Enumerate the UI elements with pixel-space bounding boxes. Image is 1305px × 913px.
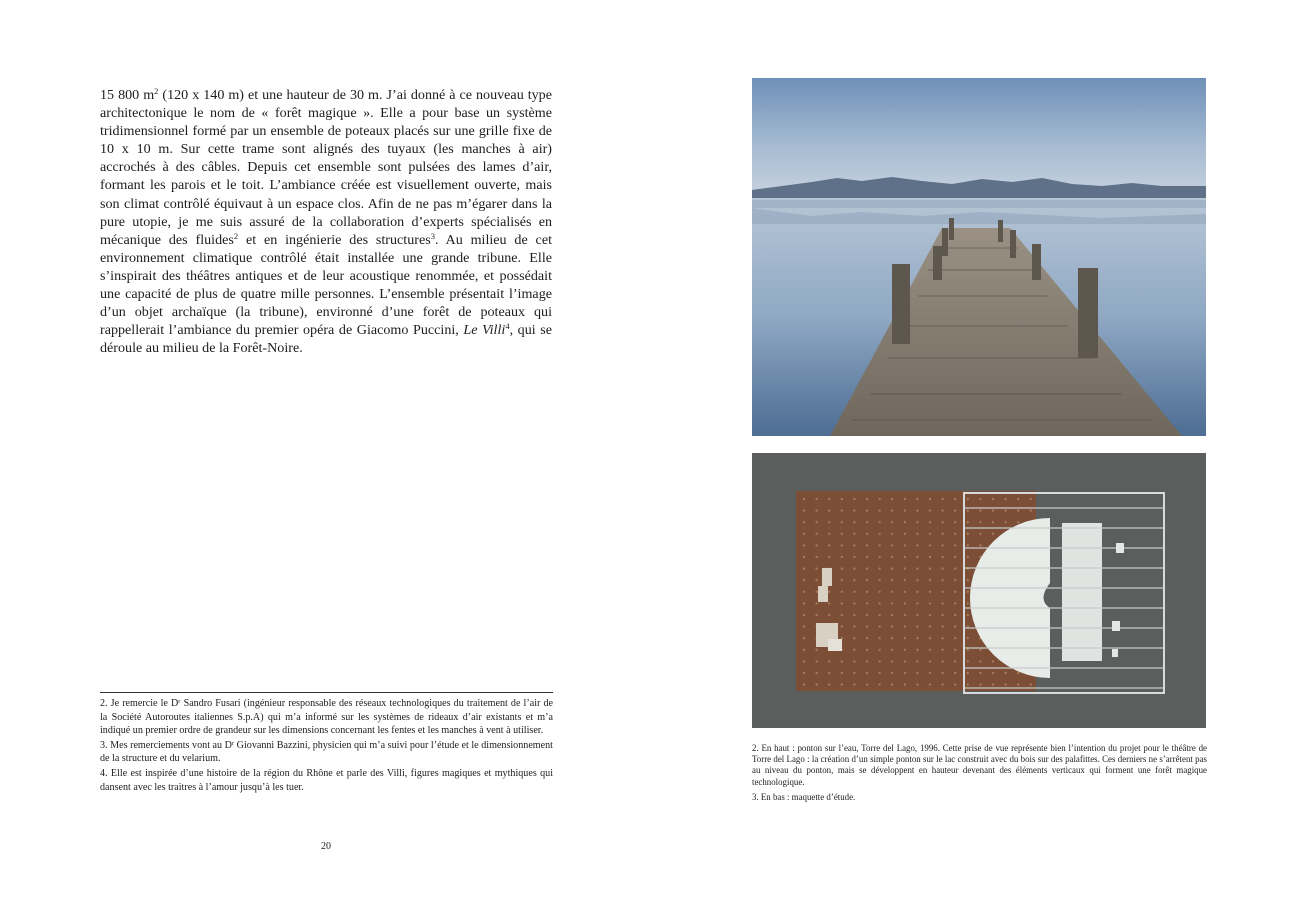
body-paragraph: 15 800 $m^2$ (120 x 140 m) et une hauteur de 30 m. J’ai donné à ce nouveau type architectonique le nom de « forêt magique ». Elle a pour base un système tridimensionnel formé par un ensemble de poteaux placés sur une grille fixe de 10 x 10 m. Sur cette trame sont alignés des tuyaux (les manches à air) accrochés à des câbles. Depuis cet ensemble sont pulsées des lames d’air, formant les parois et le toit. L’ambiance créée est visuellement ouverte, mais son climat contrôlé équivaut à un espace clos. Afin de ne pas m’égarer dans la pure utopie, je me suis assuré de la collaboration d’experts spécialisés en mécanique des fluides$^2$ et en ingénierie des structures$^3$. Au milieu de cet environnement climatique contrôlé était installée une grande tribune. Elle s’inspirait des théâtres antiques et de leur acoustique renommée, et possédait une capacité de plus de quatre mille personnes. L’ensemble présentait l’image d’un objet archaïque (la tribune), environné d’une forêt de poteaux qui rappellerait l’ambiance du premier opéra de Giacomo Puccini, Le Villi$^4$, qui se déroule au milieu de la Forêt-Noire.	[100, 86, 552, 357]
footnote-3: 3. Mes remerciements vont au $D^r$ Giovanni Bazzini, physicien qui m’a suivi pour l’étude et le dimensionnement de la structure et du velarium.	[100, 739, 553, 765]
page-number: 20	[321, 841, 331, 852]
caption-top: 2. En haut : ponton sur l’eau, Torre del Lago, 1996. Cette prise de vue représente bien l’intention du projet pour le théâtre de Torre del Lago : la création d’un simple ponton sur le lac construit avec du bois sur des palafittes. Ces derniers ne s’arrêtent pas au niveau du ponton, mais se développent en hauteur devenant des éléments verticaux qui forment une forêt magique technologique.	[752, 743, 1207, 787]
footnote-separator	[100, 692, 553, 693]
pier-illustration	[752, 78, 1206, 436]
model-illustration	[752, 453, 1206, 728]
footnote-4: 4. Elle est inspirée d’une histoire de la région du Rhône et parle des Villi, figures magiques et mythiques qui dansent avec les traitres à l’amour jusqu’à les tuer.	[100, 767, 553, 793]
pier-photo	[752, 78, 1206, 436]
footnotes	[100, 697, 553, 795]
footnote-2: 2. Je remercie le $D^r$ Sandro Fusari (ingénieur responsable des réseaux technologiques du traitement de l’air de la Société Autoroutes italiennes S.p.A) qui m’a informé sur les systèmes de rideaux d’air existants et m’a indiqué un premier ordre de grandeur sur les dimensions concernant les fentes et les manches à vent à utiliser.	[100, 698, 553, 737]
photo-captions	[752, 743, 1207, 807]
model-photo	[752, 453, 1206, 728]
caption-bottom: 3. En bas : maquette d’étude.	[752, 791, 856, 802]
